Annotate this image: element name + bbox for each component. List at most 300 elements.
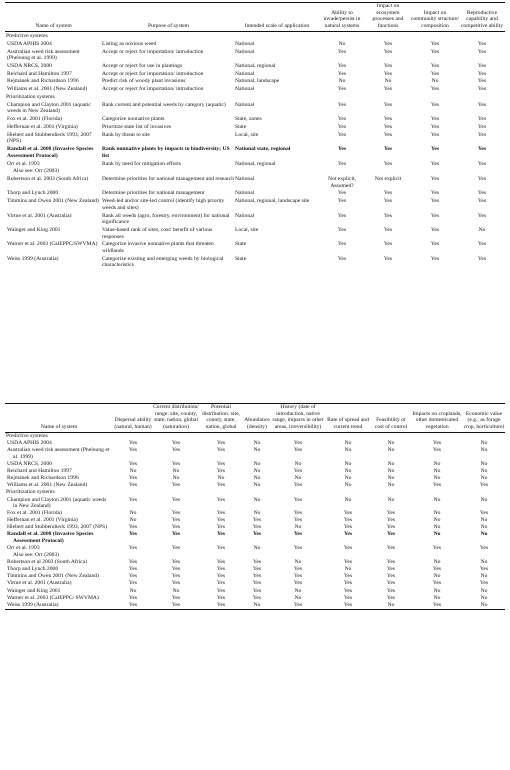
criterion-value: Yes <box>337 70 347 77</box>
column-header: Dispersal ability (natural, human) <box>114 417 152 430</box>
system-name: Virtue et al. 2001 (Australia) <box>7 212 72 219</box>
table-row <box>5 440 505 447</box>
system-purpose: Rank current and potential weeds by category (aquatic) <box>102 101 226 108</box>
criterion-value: Yes <box>430 70 440 77</box>
criterion-value: Yes <box>216 559 226 566</box>
criterion-value: Yes <box>477 190 487 197</box>
criterion-value: Yes <box>171 559 181 566</box>
criterion-value: Yes <box>477 62 487 69</box>
system-scale <box>235 168 319 176</box>
criterion-value: Yes <box>477 255 487 262</box>
criterion-value: Yes <box>343 524 353 531</box>
criterion-value: No <box>480 524 488 531</box>
criterion-value: Yes <box>216 482 226 489</box>
criterion-value: Yes <box>386 559 396 566</box>
system-name: Champion and Clayton 2001 (aquatic weeds in New Zealand) <box>7 101 91 115</box>
criterion-value: Yes <box>383 241 393 248</box>
system-purpose: Predict risk of woody plant invasions <box>102 78 186 85</box>
criterion-value: No <box>433 594 441 601</box>
criterion-value: No <box>433 559 441 566</box>
system-purpose: Accept or reject for importation/ introduction <box>102 70 204 77</box>
table-row <box>5 573 505 580</box>
criterion-value <box>243 552 271 559</box>
criterion-value: Yes <box>171 496 181 503</box>
criterion-value: Yes <box>216 594 226 601</box>
criterion-value: Yes <box>252 559 262 566</box>
criterion-value: No <box>433 496 441 503</box>
system-name: Hiebert and Stubbendieck 1993, 2007 (NPS) <box>7 131 92 145</box>
system-scale: National <box>235 40 255 47</box>
criterion-value: No <box>344 461 352 468</box>
criterion-value: No <box>480 531 488 538</box>
criterion-value: Yes <box>128 594 138 601</box>
criterion-value: Yes <box>343 594 353 601</box>
criterion-value: Yes <box>430 226 440 233</box>
system-name: Robertson et al 2003 (South Africa) <box>7 559 88 566</box>
criterion-value: Yes <box>386 517 396 524</box>
criterion-value: No <box>433 587 441 594</box>
criterion-value: Yes <box>171 531 181 538</box>
system-name: Hiebert and Stubbendieck 1993, 2007 (NPS) <box>7 524 108 531</box>
section-row <box>5 32 505 40</box>
criterion-value: Yes <box>128 524 138 531</box>
criterion-value: No <box>344 447 352 454</box>
criterion-value: Yes <box>430 146 440 153</box>
criterion-value: No <box>433 510 441 517</box>
criterion-value: No <box>387 601 395 608</box>
section-row <box>5 93 505 101</box>
criterion-value: Yes <box>386 566 396 573</box>
criterion-value: Yes <box>216 601 226 608</box>
column-header: Name of system <box>35 22 72 29</box>
criterion-value: No <box>129 510 137 517</box>
system-name: Robertson et al. 2003 (South Africa) <box>7 176 89 183</box>
system-purpose: Rank all weeds (agro, forestry, environment) for national significance <box>102 212 230 226</box>
criterion-value: Yes <box>337 131 347 138</box>
criterion-value: Yes <box>171 524 181 531</box>
system-name: Orr et al. 1993 <box>7 160 40 167</box>
criterion-value: No <box>480 461 488 468</box>
system-scale: National, regional, landscape site <box>235 198 310 205</box>
criterion-value: Yes <box>293 601 303 608</box>
criterion-value: No <box>217 475 225 482</box>
table-row <box>5 461 505 468</box>
criterion-value: Yes <box>128 545 138 552</box>
table-row <box>5 48 505 62</box>
criterion-value <box>325 552 371 559</box>
column-header: Rate of spread and current trend <box>327 417 369 430</box>
systems-table-criteria <box>5 403 505 610</box>
criterion-value: Yes <box>128 531 138 538</box>
criterion-value: No <box>129 587 137 594</box>
criterion-value: No <box>480 573 488 580</box>
criterion-value <box>271 552 325 559</box>
criterion-value: Yes <box>216 461 226 468</box>
system-name: Fox et al. 2001 (Florida) <box>7 116 62 123</box>
table-row <box>5 175 505 189</box>
criterion-value: Not explicit, Assumed? <box>328 176 356 189</box>
column-header: Current distribution/ range: site, county, state, nation, global (saturation) <box>153 404 199 430</box>
criterion-value: No <box>344 566 352 573</box>
criterion-value: Yes <box>343 531 353 538</box>
criterion-value: Yes <box>383 123 393 130</box>
criterion-value: Yes <box>383 190 393 197</box>
criterion-value: No <box>253 475 261 482</box>
criterion-value: Yes <box>252 524 262 531</box>
table-row <box>5 587 505 594</box>
criterion-value: Yes <box>128 580 138 587</box>
criterion-value: Yes <box>171 461 181 468</box>
system-name: Weiss 1999 (Australia) <box>7 601 59 608</box>
criterion-value: No <box>480 559 488 566</box>
criterion-value: Yes <box>430 101 440 108</box>
section-label: Predictive systems <box>6 433 48 440</box>
system-name: Also see: Orr (2003) <box>13 168 60 175</box>
column-header: Name of system <box>40 423 78 430</box>
criterion-value: Yes <box>128 475 138 482</box>
criterion-value: No <box>433 517 441 524</box>
criterion-value: Yes <box>432 545 442 552</box>
table-row <box>5 198 505 212</box>
criterion-value: Yes <box>343 587 353 594</box>
criterion-value: No <box>433 475 441 482</box>
system-scale: National, regional <box>235 160 276 167</box>
criterion-value: Yes <box>128 440 138 447</box>
criterion-value: Yes <box>386 524 396 531</box>
criterion-value: Yes <box>128 447 138 454</box>
system-scale: Local, site <box>235 226 259 233</box>
system-name: Virtue et al. 2001 (Australia) <box>7 580 72 587</box>
criterion-value: Yes <box>386 580 396 587</box>
criterion-value: No <box>344 482 352 489</box>
criterion-value: No <box>172 475 180 482</box>
system-scale: State <box>235 123 247 130</box>
criterion-value: Yes <box>337 48 347 55</box>
criterion-value: Yes <box>128 482 138 489</box>
criterion-value: Yes <box>293 573 303 580</box>
table-header-row <box>5 404 505 433</box>
criterion-value: Yes <box>386 510 396 517</box>
criterion-value: Yes <box>293 580 303 587</box>
criterion-value: Yes <box>216 517 226 524</box>
criterion-value: Yes <box>383 146 393 153</box>
criterion-value: Yes <box>337 123 347 130</box>
criterion-value: No <box>480 594 488 601</box>
criterion-value: No <box>480 440 488 447</box>
criterion-value: No <box>480 601 488 608</box>
criterion-value: Yes <box>430 40 440 47</box>
system-name: Also see: Orr (2003) <box>13 552 60 559</box>
criterion-value: No <box>478 226 486 233</box>
criterion-value: No <box>294 475 302 482</box>
criterion-value: Yes <box>477 176 487 183</box>
criterion-value: Yes <box>432 482 442 489</box>
criterion-value: Yes <box>293 531 303 538</box>
criterion-value: Yes <box>477 146 487 153</box>
criterion-value: No <box>433 573 441 580</box>
table-row <box>5 241 505 255</box>
system-scale: National <box>235 70 255 77</box>
criterion-value: Yes <box>216 524 226 531</box>
table-row <box>5 482 505 489</box>
system-name: Wainger and King 2001 <box>7 226 61 233</box>
criterion-value: No <box>384 78 392 85</box>
criterion-value <box>371 552 411 559</box>
criterion-value: Yes <box>216 468 226 475</box>
criterion-value: No <box>480 587 488 594</box>
criterion-value: Yes <box>337 212 347 219</box>
criterion-value: Yes <box>252 573 262 580</box>
system-name: Randall et al. 2008 (Invasive Species Assessment Protocol) <box>7 146 94 159</box>
criterion-value: Yes <box>293 517 303 524</box>
section-row <box>5 489 505 496</box>
table-row <box>5 468 505 475</box>
criterion-value: No <box>480 517 488 524</box>
criterion-value: No <box>253 545 261 552</box>
criterion-value: No <box>387 468 395 475</box>
table-row <box>5 475 505 482</box>
system-purpose: Accept or reject for importation/ introduction <box>102 48 204 55</box>
criterion-value: No <box>344 440 352 447</box>
system-purpose: Categorize invasive nonnative plants that threaten wildlands <box>102 241 214 254</box>
criterion-value: Yes <box>383 70 393 77</box>
criterion-value: Yes <box>337 160 347 167</box>
criterion-value: Yes <box>216 440 226 447</box>
criterion-value: No <box>253 447 261 454</box>
criterion-value: Yes <box>383 131 393 138</box>
criterion-value: Yes <box>383 48 393 55</box>
criterion-value: No <box>344 468 352 475</box>
criterion-value: Yes <box>128 559 138 566</box>
criterion-value <box>463 552 505 559</box>
system-scale: State <box>235 241 247 248</box>
criterion-value: Yes <box>383 198 393 205</box>
criterion-value: Yes <box>216 447 226 454</box>
system-scale: National <box>235 101 255 108</box>
criterion-value: Yes <box>477 40 487 47</box>
criterion-value: Yes <box>171 566 181 573</box>
table-row <box>5 168 505 176</box>
table-header-row <box>5 3 505 32</box>
system-purpose: Value-based rank of sites, cost/ benefit of various responses <box>102 226 213 240</box>
criterion-value: No <box>294 587 302 594</box>
system-name: Timmins and Owen 2001 (New Zealand) <box>7 573 99 580</box>
system-purpose: Determine priorities for national management <box>102 190 205 197</box>
table-row <box>5 62 505 70</box>
criterion-value: Yes <box>343 517 353 524</box>
criterion-value: Yes <box>171 482 181 489</box>
criterion-value: Yes <box>479 482 489 489</box>
criterion-value: No <box>253 496 261 503</box>
section-row <box>5 433 505 441</box>
criterion-value: Yes <box>171 545 181 552</box>
criterion-value: No <box>387 447 395 454</box>
criterion-value: Yes <box>477 123 487 130</box>
system-scale: National <box>235 176 255 183</box>
criterion-value: No <box>253 440 261 447</box>
criterion-value: Yes <box>430 241 440 248</box>
criterion-value: Yes <box>432 440 442 447</box>
criterion-value: No <box>387 496 395 503</box>
criterion-value: No <box>431 78 439 85</box>
criterion-value: Yes <box>479 580 489 587</box>
table-row <box>5 531 505 545</box>
criterion-value: Yes <box>171 447 181 454</box>
criterion-value: Yes <box>477 131 487 138</box>
criterion-value: No <box>253 468 261 475</box>
table-row <box>5 510 505 517</box>
criterion-value: Yes <box>477 101 487 108</box>
system-scale: National <box>235 190 255 197</box>
system-name: Australian weed risk assessment (Pheloung et al. 1999) <box>7 447 110 460</box>
criterion-value: Yes <box>171 580 181 587</box>
criterion-value: Yes <box>337 255 347 262</box>
criterion-value: Yes <box>430 255 440 262</box>
table-row <box>5 116 505 124</box>
criterion-value: Yes <box>337 62 347 69</box>
system-name: USDA APHIS 2004 <box>7 440 52 447</box>
criterion-value: Yes <box>216 496 226 503</box>
criterion-value <box>113 552 153 559</box>
system-name: Reichard and Hamilton 1997 <box>7 468 72 475</box>
criterion-value: Yes <box>383 212 393 219</box>
criterion-value: Yes <box>386 594 396 601</box>
criterion-value: Yes <box>477 48 487 55</box>
criterion-value <box>411 168 459 176</box>
table-row <box>5 580 505 587</box>
table-row <box>5 190 505 198</box>
criterion-value: Yes <box>128 566 138 573</box>
criterion-value: Yes <box>477 198 487 205</box>
criterion-value: Yes <box>430 131 440 138</box>
table-row <box>5 146 505 160</box>
criterion-value: Yes <box>293 440 303 447</box>
criterion-value: Yes <box>128 496 138 503</box>
criterion-value: Yes <box>479 566 489 573</box>
criterion-value: Yes <box>128 461 138 468</box>
criterion-value: Yes <box>383 116 393 123</box>
criterion-value: Yes <box>477 70 487 77</box>
criterion-value: Yes <box>383 226 393 233</box>
table-row <box>5 212 505 226</box>
criterion-value: Yes <box>479 545 489 552</box>
criterion-value: Yes <box>337 198 347 205</box>
system-name: Thorp and Lynch 2000 <box>7 566 59 573</box>
criterion-value: Yes <box>479 510 489 517</box>
column-header: Impact on ecosystem processes and functions <box>372 3 404 29</box>
system-name: Randall et al. 2008 (Invasive Species Assessment Protocol) <box>7 531 94 544</box>
criterion-value: Yes <box>216 545 226 552</box>
criterion-value: Yes <box>383 86 393 93</box>
criterion-value: Yes <box>386 573 396 580</box>
table-row <box>5 101 505 115</box>
criterion-value: Yes <box>171 573 181 580</box>
criterion-value: No <box>172 468 180 475</box>
criterion-value: Yes <box>128 573 138 580</box>
column-header: Impacts on croplands, other domesticated vegetation <box>412 410 462 430</box>
criterion-value: Yes <box>430 123 440 130</box>
criterion-value: No <box>480 496 488 503</box>
criterion-value: Yes <box>343 573 353 580</box>
system-name: Australian weed risk assessment (Pheloung et al. 1999) <box>7 48 80 62</box>
table-row <box>5 160 505 168</box>
column-header: Reproductive capability and competitive ability <box>460 9 504 29</box>
criterion-value: Yes <box>171 594 181 601</box>
table-row <box>5 86 505 94</box>
criterion-value: No <box>294 559 302 566</box>
criterion-value: Yes <box>216 566 226 573</box>
section-label: Predictive systems <box>6 32 48 39</box>
criterion-value: No <box>172 587 180 594</box>
system-purpose: Rank by threat to site <box>102 131 150 138</box>
system-name: Orr et al. 1993 <box>7 545 40 552</box>
system-name: Timmins and Owen 2001 (New Zealand) <box>7 198 99 205</box>
criterion-value: Yes <box>430 212 440 219</box>
system-name: USDA NRCS, 2000 <box>7 62 52 69</box>
system-scale: National <box>235 212 255 219</box>
criterion-value: No <box>253 510 261 517</box>
criterion-value: Yes <box>252 594 262 601</box>
criterion-value: No <box>433 524 441 531</box>
criterion-value: Yes <box>343 545 353 552</box>
criterion-value: Yes <box>337 241 347 248</box>
criterion-value: Yes <box>477 78 487 85</box>
criterion-value <box>153 552 199 559</box>
criterion-value: Yes <box>337 116 347 123</box>
column-header: Potential distribution: site, county, state, nation, global <box>202 404 240 430</box>
criterion-value: Not explicit <box>374 176 402 183</box>
criterion-value: Yes <box>477 160 487 167</box>
criterion-value <box>199 552 243 559</box>
criterion-value <box>319 168 365 176</box>
criterion-value: No <box>338 78 346 85</box>
system-purpose: Determine priorities for national management and research <box>102 176 235 183</box>
system-name: Heffernan et al. 2001 (Virginia) <box>7 517 78 524</box>
criterion-value <box>365 168 411 176</box>
criterion-value: Yes <box>293 510 303 517</box>
system-name: Williams et al. 2001 (New Zealand) <box>7 86 88 93</box>
section-label: Prioritization systems <box>6 489 55 496</box>
criterion-value: Yes <box>216 587 226 594</box>
criterion-value <box>459 168 505 176</box>
criterion-value: Yes <box>216 531 226 538</box>
criterion-value: Yes <box>171 440 181 447</box>
criterion-value: No <box>253 461 261 468</box>
system-purpose: Listing as noxious weed <box>102 40 157 47</box>
table-row <box>5 70 505 78</box>
criterion-value: Yes <box>293 496 303 503</box>
system-scale: Local, site <box>235 131 259 138</box>
criterion-value: Yes <box>252 517 262 524</box>
criterion-value: No <box>338 40 346 47</box>
criterion-value: Yes <box>343 601 353 608</box>
column-header: Abundance (density) <box>244 417 270 430</box>
criterion-value: No <box>344 475 352 482</box>
table-row <box>5 545 505 552</box>
system-name: Warner et al. 2003 (CalEPPC/ SWVMA) <box>7 594 99 601</box>
criterion-value: Yes <box>477 241 487 248</box>
system-name: Rejmánek and Richardson 1996 <box>7 475 79 482</box>
criterion-value: Yes <box>293 545 303 552</box>
criterion-value: Yes <box>337 190 347 197</box>
table-row <box>5 447 505 461</box>
system-name: USDA NRCS, 2000 <box>7 461 52 468</box>
table-row <box>5 601 505 609</box>
criterion-value: Yes <box>432 447 442 454</box>
system-purpose: Prioritize state list of invasives <box>102 123 171 130</box>
criterion-value: No <box>129 517 137 524</box>
criterion-value: Yes <box>386 587 396 594</box>
